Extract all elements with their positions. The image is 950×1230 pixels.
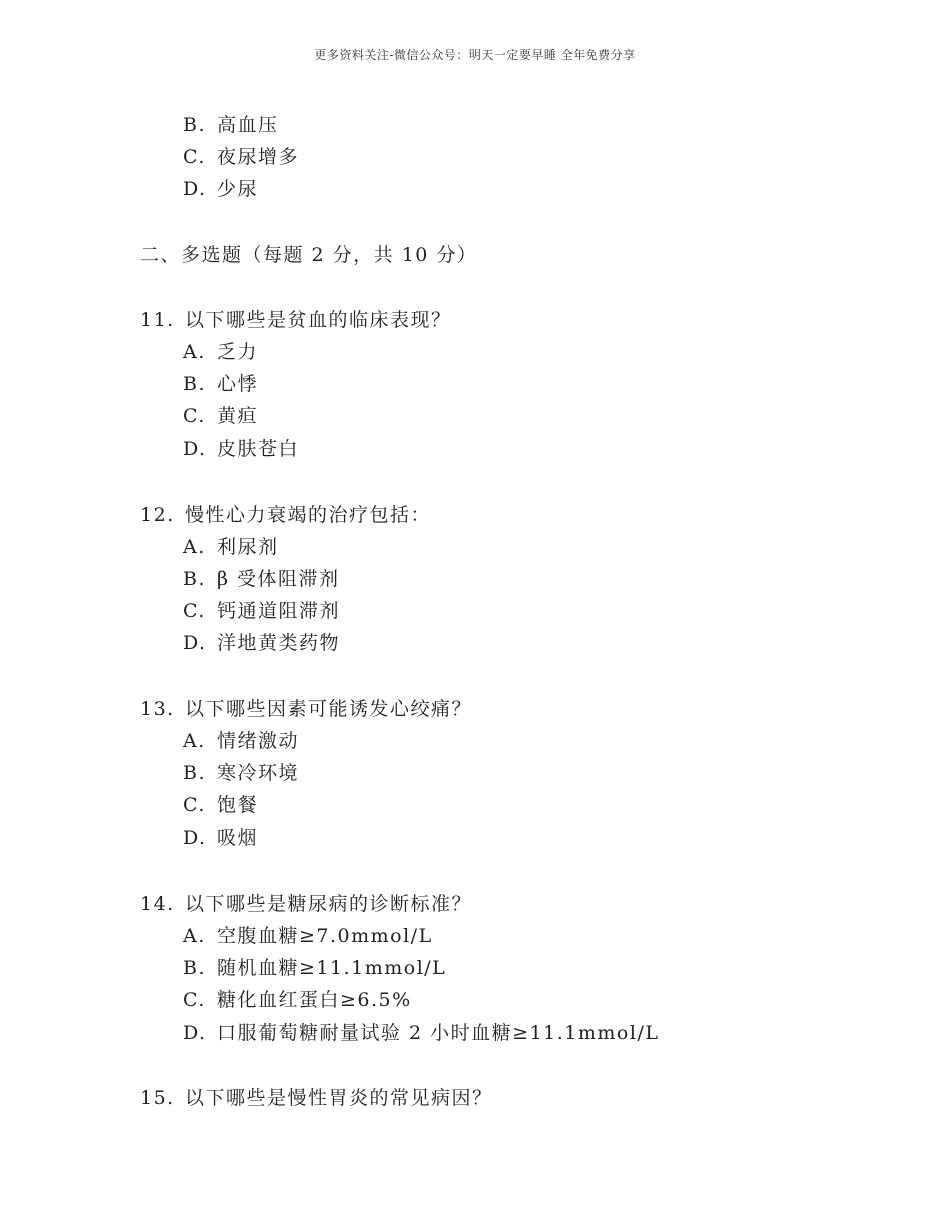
option-a xyxy=(183,337,258,364)
option-text: 饱餐 xyxy=(217,794,259,816)
option-d xyxy=(183,628,340,655)
option-letter: D. xyxy=(183,178,207,200)
option-text: 皮肤苍白 xyxy=(217,438,300,460)
option-text: 随机血糖≥11.1mmol/L xyxy=(217,957,447,979)
question-text: 以下哪些因素可能诱发心绞痛？ xyxy=(185,698,473,720)
option-b xyxy=(183,953,446,980)
question-text: 以下哪些是糖尿病的诊断标准？ xyxy=(185,893,473,915)
option-letter: C. xyxy=(183,600,206,622)
option-b xyxy=(183,564,340,591)
option-letter: B. xyxy=(183,957,207,979)
question-number: 14. xyxy=(140,893,175,915)
option-text: 高血压 xyxy=(217,114,279,136)
option-letter: D. xyxy=(183,1022,207,1044)
option-b xyxy=(183,369,258,396)
question-text: 以下哪些是贫血的临床表现？ xyxy=(185,309,452,331)
option-text: β 受体阻滞剂 xyxy=(217,568,340,590)
option-c xyxy=(183,596,340,623)
option-text: 吸烟 xyxy=(217,827,259,849)
question-number: 12. xyxy=(140,504,175,526)
option-letter: D. xyxy=(183,438,207,460)
page-header: 更多资料关注-微信公众号：明天一定要早睡 全年免费分享 xyxy=(314,48,636,62)
option-a xyxy=(183,726,299,753)
option-text: 乏力 xyxy=(217,341,259,363)
option-letter: A. xyxy=(183,730,206,752)
option-letter: A. xyxy=(183,925,206,947)
option-a xyxy=(183,921,433,948)
option-letter: B. xyxy=(183,373,207,395)
option-letter: C. xyxy=(183,405,206,427)
option-text: 钙通道阻滞剂 xyxy=(217,600,341,622)
question-text: 以下哪些是慢性胃炎的常见病因？ xyxy=(185,1087,493,1109)
option-text: 心悸 xyxy=(217,373,259,395)
option-letter: A. xyxy=(183,536,206,558)
option-c xyxy=(183,985,412,1012)
option-letter: A. xyxy=(183,341,206,363)
option-letter: C. xyxy=(183,989,206,1011)
option-text: 口服葡萄糖耐量试验 2 小时血糖≥11.1mmol/L xyxy=(217,1022,660,1044)
option-text: 空腹血糖≥7.0mmol/L xyxy=(217,925,433,947)
question-number: 13. xyxy=(140,698,175,720)
question-11 xyxy=(140,305,452,332)
option-c xyxy=(183,142,299,169)
option-c xyxy=(183,790,258,817)
option-text: 黄疸 xyxy=(217,405,259,427)
question-13 xyxy=(140,694,472,721)
option-text: 少尿 xyxy=(217,178,259,200)
section-title: 二、多选题（每题 2 分，共 10 分） xyxy=(140,244,478,266)
question-text: 慢性心力衰竭的治疗包括： xyxy=(185,504,432,526)
option-letter: C. xyxy=(183,794,206,816)
option-d xyxy=(183,434,299,461)
option-letter: B. xyxy=(183,762,207,784)
question-number: 11. xyxy=(140,309,175,331)
option-letter: D. xyxy=(183,827,207,849)
option-b xyxy=(183,110,279,137)
option-a xyxy=(183,532,279,559)
option-text: 寒冷环境 xyxy=(217,762,300,784)
option-d xyxy=(183,1018,659,1045)
option-d xyxy=(183,174,258,201)
option-text: 洋地黄类药物 xyxy=(217,632,341,654)
question-14 xyxy=(140,889,472,916)
option-text: 糖化血红蛋白≥6.5% xyxy=(217,989,412,1011)
question-12 xyxy=(140,500,431,527)
option-letter: D. xyxy=(183,632,207,654)
option-text: 情绪激动 xyxy=(217,730,300,752)
option-d xyxy=(183,823,258,850)
option-letter: B. xyxy=(183,114,207,136)
option-text: 夜尿增多 xyxy=(217,146,300,168)
option-letter: C. xyxy=(183,146,206,168)
question-number: 15. xyxy=(140,1087,175,1109)
option-b xyxy=(183,758,299,785)
option-text: 利尿剂 xyxy=(217,536,279,558)
option-letter: B. xyxy=(183,568,207,590)
option-c xyxy=(183,401,258,428)
question-15 xyxy=(140,1083,493,1110)
